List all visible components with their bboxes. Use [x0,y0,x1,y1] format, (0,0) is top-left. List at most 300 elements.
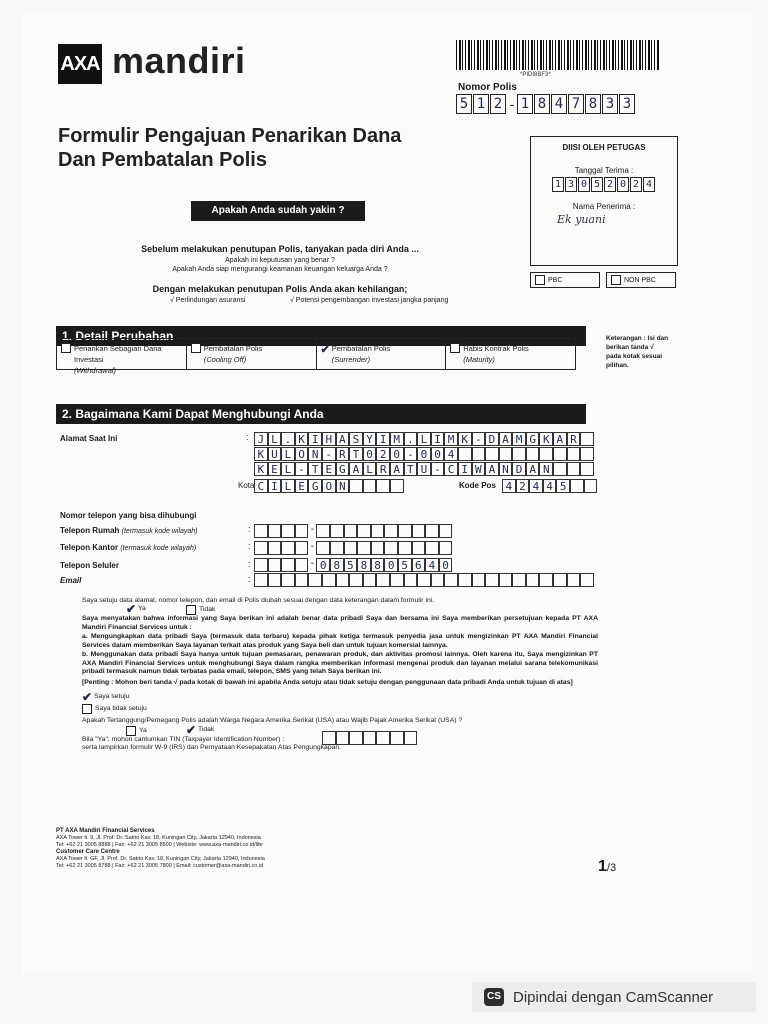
char-cell [281,541,295,555]
received-date-field[interactable] [531,177,677,192]
office-phone-label [60,543,196,552]
loss-investment: √ Potensi pengembangan investasi jangka panjang [290,297,449,304]
char-cell: N [499,462,513,476]
date-digit-box: 2 [630,177,642,192]
char-cell [330,524,344,538]
change-option-sub: (Withdrawal) [74,366,117,375]
phone-dash: - [310,541,315,552]
char-cell [357,524,371,538]
policy-digit-box: 5 [456,94,472,114]
char-cell [281,573,295,587]
consent-yes[interactable] [126,602,146,616]
statement-point-a: a. Mengungkapkan data pribadi Saya (termasuk data terbaru) kepada pihak ketiga termasuk penyedia jasa untuk mengizinkan PT AXA Mandiri Financial Services dalam memberikan Saya layanan terkait atas produk yang Saya beli dan untuk tujuan komersial lainnya. [82,633,598,649]
checkmark-icon[interactable]: ✔ [320,344,330,356]
us-no[interactable] [186,723,215,737]
char-cell: I [308,432,322,446]
char-cell: R [336,447,350,461]
char-cell: - [431,462,445,476]
char-cell [567,573,581,587]
char-cell [439,524,453,538]
footer-cc-address: AXA Tower lt. GF, Jl. Prof. Dr. Satrio Kav. 18, Kuningan City, Jakarta 12940, Indonesia [56,856,265,862]
char-cell [499,573,513,587]
address-line2-field[interactable] [254,447,594,461]
axa-logo: AXA [58,44,102,84]
policy-digit-box: 2 [490,94,506,114]
char-cell: T [349,447,363,461]
tin-field[interactable] [322,731,417,745]
non-pbc-option[interactable] [606,272,676,288]
phones-header: Nomor telepon yang bisa dihubungi [60,511,197,520]
office-phone-colon: : [248,541,251,551]
char-cell: K [539,432,553,446]
char-cell [322,573,336,587]
home-phone-field[interactable] [254,524,452,538]
policy-number-field[interactable] [456,94,636,114]
change-option-sub: (Surrender) [331,355,371,364]
us-yes-label: Ya [139,726,147,734]
char-cell: 8 [330,558,344,572]
char-cell: R [567,432,581,446]
char-cell: M [512,432,526,446]
char-cell: 5 [556,479,570,493]
pbc-option[interactable] [530,272,600,288]
char-cell: . [404,432,418,446]
office-phone-field[interactable] [254,541,452,555]
date-digit-box: 2 [604,177,616,192]
char-cell: A [349,462,363,476]
policy-digit-box: 8 [585,94,601,114]
char-cell [316,541,330,555]
date-digit-box: 3 [565,177,577,192]
char-cell: A [390,462,404,476]
char-cell: K [295,432,309,446]
change-option-text [204,343,262,365]
char-cell [371,524,385,538]
char-cell: M [390,432,404,446]
char-cell: A [553,432,567,446]
char-cell: 0 [316,558,330,572]
change-option[interactable] [187,339,317,369]
date-digit-box: 5 [591,177,603,192]
confirm-question-intro: Sebelum melakukan penutupan Polis, tanyakan pada diri Anda ... [141,244,419,254]
consent-text: Saya setuju data alamat, nomor telepon, dan email di Polis diubah sesuai dengan data keterangan dalam formulir ini. [82,597,435,604]
policy-digit-box: 1 [517,94,533,114]
phone-dash: - [310,558,315,569]
char-cell: E [322,462,336,476]
us-yes[interactable] [126,726,147,736]
char-cell [390,731,404,745]
char-cell [526,573,540,587]
char-cell [254,541,268,555]
char-cell [499,447,513,461]
change-option[interactable] [446,339,575,369]
char-cell [539,447,553,461]
non-pbc-checkbox[interactable] [611,275,621,285]
receiver-signature: Ek yuani [557,213,606,226]
char-cell: K [254,462,268,476]
char-cell: I [431,432,445,446]
char-cell [472,447,486,461]
char-cell: L [281,479,295,493]
char-cell [431,573,445,587]
email-colon: : [248,574,251,584]
us-question: Apakah Tertanggung/Pemegang Polis adalah Warga Negara Amerika Serikat (USA) atau Wajib Pajak Amerika Serikat (USA) ? [82,717,463,724]
char-cell [254,558,268,572]
change-option-text [463,343,528,365]
change-option[interactable] [57,339,187,375]
w9-text: serta lampirkan formulir W-9 (IRS) dan Pernyataan Kesepakatan Atas Pengungkapan. [82,744,342,751]
char-cell: - [322,447,336,461]
char-cell: N [308,447,322,461]
loss-insurance: √ Perlindungan asuransi [170,297,246,304]
policy-digit-box: 3 [619,94,635,114]
char-cell: L [281,462,295,476]
disagree-checkbox[interactable] [82,704,92,714]
char-cell [539,573,553,587]
char-cell [398,541,412,555]
char-cell: 0 [431,447,445,461]
postcode-label: Kode Pos [459,481,496,490]
change-option-checkbox[interactable] [61,343,71,353]
home-phone-colon: : [248,524,251,534]
char-cell [376,479,390,493]
change-option[interactable] [317,339,447,369]
char-cell: 4 [543,479,557,493]
char-cell: - [472,432,486,446]
date-digit-box: 0 [578,177,590,192]
char-cell: U [417,462,431,476]
char-cell: I [376,432,390,446]
char-cell: J [254,432,268,446]
char-cell [425,524,439,538]
char-cell: 0 [439,558,453,572]
char-cell [254,524,268,538]
office-phone-hint: (termasuk kode wilayah) [120,545,197,552]
char-cell [512,447,526,461]
change-option-text [74,343,182,375]
char-cell: 4 [425,558,439,572]
receiver-name-label: Nama Penerima : [572,202,636,211]
char-cell: 0 [363,447,377,461]
char-cell: 6 [412,558,426,572]
change-option-label: Pembatalan Polis [203,344,263,353]
char-cell [584,479,598,493]
char-cell [268,573,282,587]
tin-text: Bila "Ya", mohon cantumkan TIN (Taxpayer Identification Number) : [82,736,285,743]
consent-no-checkbox[interactable] [186,605,196,615]
char-cell: I [458,462,472,476]
char-cell: K [254,447,268,461]
agree-option[interactable] [82,690,130,704]
checkmark-icon: ✔ [82,690,93,704]
char-cell [444,573,458,587]
office-phone-label-text: Telepon Kantor [60,543,119,552]
char-cell [363,479,377,493]
email-label: Email [60,576,82,585]
char-cell [390,479,404,493]
char-cell: G [526,432,540,446]
checkmark-icon: ✔ [186,723,197,737]
char-cell [553,447,567,461]
footer-cc: Customer Care Centre [56,849,120,855]
char-cell: N [539,462,553,476]
char-cell: A [336,432,350,446]
postcode-field[interactable] [502,479,597,493]
char-cell: O [322,479,336,493]
char-cell [363,573,377,587]
char-cell: 4 [502,479,516,493]
policy-digit-box: 3 [602,94,618,114]
consent-yes-label: Ya [137,605,146,612]
section1-header: 1. Detail Perubahan [56,326,586,346]
policy-dash: - [509,96,515,112]
char-cell: 4 [444,447,458,461]
char-cell: E [268,462,282,476]
form-title-line1: Formulir Pengajuan Penarikan Dana [58,125,402,147]
date-digit-box: 1 [552,177,564,192]
char-cell: 0 [384,558,398,572]
char-cell: W [472,462,486,476]
change-option-label: Habis Kontrak Polis [463,344,529,353]
page-current: 1 [598,858,607,875]
change-option-text [332,343,390,365]
phone-dash: - [310,524,315,535]
char-cell [295,573,309,587]
policy-digit-box: 4 [551,94,567,114]
char-cell: C [444,462,458,476]
consent-no-label: Tidak [199,605,216,613]
char-cell: . [281,432,295,446]
char-cell: S [349,432,363,446]
char-cell [349,731,363,745]
char-cell: U [268,447,282,461]
char-cell [580,432,594,446]
char-cell [580,573,594,587]
char-cell: T [308,462,322,476]
char-cell [268,541,282,555]
mobile-phone-colon: : [248,559,251,569]
char-cell [281,558,295,572]
char-cell [412,524,426,538]
received-date-label: Tanggal Terima : [574,166,634,175]
change-option-sub: (Maturity) [463,355,495,364]
char-cell [485,573,499,587]
char-cell: 4 [529,479,543,493]
footer-cc-contact: Tel: +62 21 3005 8788 | Fax: +62 21 3005 7800 | Email: customer@axa-mandiri.co.id [56,863,264,869]
char-cell [526,447,540,461]
non-pbc-label: NON PBC [624,276,656,284]
char-cell [322,731,336,745]
city-label: Kota [238,481,255,490]
officer-header: DIISI OLEH PETUGAS [562,143,646,152]
checkmark-icon: ✔ [126,602,137,616]
char-cell: L [281,447,295,461]
char-cell: H [322,432,336,446]
confirm-loss-intro: Dengan melakukan penutupan Polis Anda akan kehilangan; [152,284,408,294]
home-phone-label-text: Telepon Rumah [60,526,120,535]
char-cell [376,731,390,745]
char-cell [349,479,363,493]
confirm-question-1: Apakah ini keputusan yang benar ? [225,257,335,264]
char-cell [371,541,385,555]
change-option-sub: (Cooling Off) [203,355,247,364]
char-cell [404,731,418,745]
section1-note: Keterangan : Isi dan berikan tanda √ pada kotak sesuai pilihan. [606,335,669,369]
form-title-line2: Dan Pembatalan Polis [58,149,267,171]
char-cell: K [458,432,472,446]
page-total: /3 [606,862,617,874]
confirm-question-2: Apakah Anda siap mengurangi keamanan keuangan keluarga Anda ? [172,266,388,273]
char-cell [308,573,322,587]
mobile-phone-label: Telepon Seluler [60,561,119,570]
char-cell [316,524,330,538]
char-cell [357,541,371,555]
us-no-label: Tidak [197,726,215,733]
email-field[interactable] [254,573,594,587]
char-cell [268,558,282,572]
char-cell [567,447,581,461]
char-cell: L [417,432,431,446]
char-cell [512,573,526,587]
agree-label: Saya setuju [93,693,130,700]
char-cell: R [376,462,390,476]
char-cell: L [268,432,282,446]
city-field[interactable] [254,479,404,493]
date-digit-box: 4 [643,177,655,192]
char-cell: 0 [390,447,404,461]
address-colon: : [246,432,249,442]
footer [56,828,265,870]
char-cell: A [526,462,540,476]
char-cell: 5 [344,558,358,572]
change-option-checkbox[interactable] [191,343,201,353]
char-cell [439,541,453,555]
policy-number-label: Nomor Polis [458,82,517,93]
us-yes-checkbox[interactable] [126,726,136,736]
char-cell: - [404,447,418,461]
barcode-text: *PIDI8BF3* [520,72,551,78]
char-cell: 8 [357,558,371,572]
char-cell [254,573,268,587]
char-cell: E [295,479,309,493]
home-phone-hint: (termasuk kode wilayah) [121,528,198,535]
char-cell [567,462,581,476]
char-cell [295,541,309,555]
char-cell [404,573,418,587]
address-line3-field[interactable] [254,462,594,476]
change-option-label: Pembatalan Polis [331,344,391,353]
pbc-checkbox[interactable] [535,275,545,285]
char-cell: Y [363,432,377,446]
char-cell [295,558,309,572]
char-cell [268,524,282,538]
char-cell: - [295,462,309,476]
camscanner-badge [472,982,756,1012]
important-note: [Penting : Mohon beri tanda √ pada kotak di bawah ini apabila Anda setuju atau tidak setuju dengan penggunaan data pribadi Anda untuk tujuan di atas] [82,679,573,686]
home-phone-label [60,526,198,535]
char-cell [344,541,358,555]
barcode [456,40,660,70]
char-cell [458,447,472,461]
char-cell: 2 [516,479,530,493]
char-cell [336,573,350,587]
camscanner-text: Dipindai dengan CamScanner [513,988,714,1006]
footer-contact: Tel: +62 21 3005 8888 | Fax: +62 21 3005 8500 | Website: www.axa-mandiri.co.id/life [56,842,263,848]
char-cell [295,524,309,538]
char-cell: T [404,462,418,476]
pbc-options [530,272,676,288]
char-cell [485,447,499,461]
consent-no[interactable] [186,605,215,615]
char-cell: C [254,479,268,493]
char-cell [336,731,350,745]
char-cell: A [485,462,499,476]
char-cell [390,573,404,587]
disagree-option[interactable] [82,704,147,714]
policy-digit-box: 8 [534,94,550,114]
char-cell [580,447,594,461]
footer-address: AXA Tower lt. 9, Jl. Prof. Dr. Satrio Kav. 18, Kuningan City, Jakarta 12940, Indonesia [56,835,261,841]
change-type-options [56,338,576,375]
change-option-checkbox[interactable] [450,343,460,353]
char-cell: I [268,479,282,493]
char-cell: O [295,447,309,461]
pbc-label: PBC [548,276,563,284]
char-cell: G [336,462,350,476]
char-cell [570,479,584,493]
char-cell: D [512,462,526,476]
char-cell: N [336,479,350,493]
camscanner-icon: CS [484,988,504,1006]
statement-text: Saya menyatakan bahwa informasi yang Saya berikan ini adalah benar data pribadi Saya dan bersama ini Saya memberikan persetujuan kepada PT AXA Mandiri Financial Services untuk : [82,615,598,631]
char-cell [398,524,412,538]
char-cell [384,524,398,538]
officer-box [530,136,678,266]
address-label: Alamat Saat Ini [60,434,118,443]
form-title [58,124,401,172]
section2-header: 2. Bagaimana Kami Dapat Menghubungi Anda [56,404,586,424]
char-cell [344,524,358,538]
char-cell: G [308,479,322,493]
char-cell [349,573,363,587]
policy-digit-box: 1 [473,94,489,114]
char-cell [553,573,567,587]
change-option-label: Penarikan Sebagian Dana Investasi [74,344,162,364]
char-cell: L [363,462,377,476]
char-cell: D [485,432,499,446]
footer-company: PT AXA Mandiri Financial Services [56,828,155,834]
char-cell [363,731,377,745]
mobile-phone-field[interactable] [254,558,452,572]
statement-point-b: b. Menggunakan data pribadi Saya hanya untuk tujuan pemasaran, penawaran produk, dan aktivitas promosi lainnya. Oleh karena itu, Saya mengizinkan PT AXA Mandiri Financial Services untuk menghubungi Saya dalam rangka memberikan informasi mengenai produk dan layanan melalui sarana telekomunikasi pribadi termasuk namun tidak terbatas pada email, telepon, SMS yang telah Saya berikan ini. [82,651,598,676]
char-cell [425,541,439,555]
char-cell [376,573,390,587]
char-cell [412,541,426,555]
char-cell [458,573,472,587]
page-number [598,858,616,876]
char-cell [281,524,295,538]
address-line1-field[interactable] [254,432,594,446]
char-cell [472,573,486,587]
char-cell: 5 [398,558,412,572]
char-cell: A [499,432,513,446]
confirm-banner: Apakah Anda sudah yakin ? [191,201,365,221]
disagree-label: Saya tidak setuju [95,704,147,712]
char-cell [580,462,594,476]
char-cell [417,573,431,587]
policy-digit-box: 7 [568,94,584,114]
char-cell: M [444,432,458,446]
